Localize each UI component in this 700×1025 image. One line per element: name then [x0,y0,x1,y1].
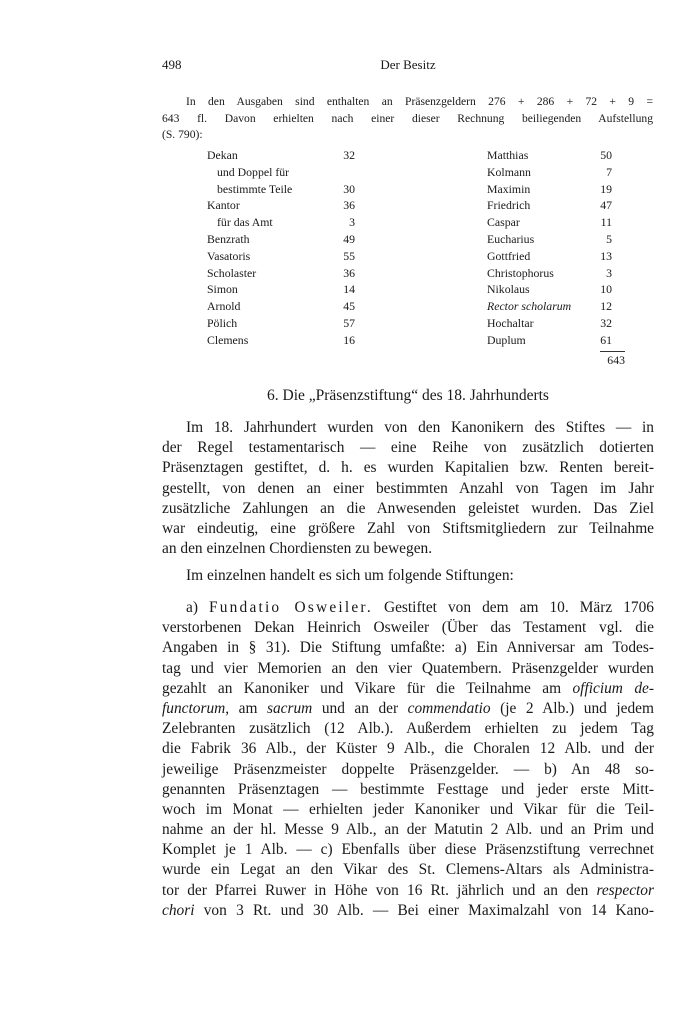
recipient-name: Clemens [207,332,249,347]
text-line: gestellt, von denen an einer bestimmten Anzahl von Tagen im Jahr [162,479,654,497]
text-run: gezahlt an Kanoniker und Vikare für die Teilnahme am [162,679,573,697]
intro-line: 643 fl. Davon erhielten nach einer dieser Rechnung beiliegenden Aufstellung [162,111,653,125]
intro-line: (S. 790): [162,128,203,141]
foundation-name: Fundatio Osweiler. [209,599,373,616]
recipient-name: Maximin [487,181,531,196]
latin-term: respector [596,881,654,899]
table-row [207,281,357,298]
distribution-table-right [487,147,627,349]
distribution-table-left [207,147,357,349]
text-line: tag und vier Memorien an den vier Quatembern. Präsenzgelder wurden [162,659,654,677]
page-number: 498 [162,57,182,72]
table-row [487,281,627,298]
table-row [487,332,627,349]
text-line [162,699,654,719]
table-row [207,214,357,231]
recipient-amount: 5 [606,231,612,246]
recipient-amount: 12 [600,299,612,314]
recipient-name: Matthias [487,148,529,162]
recipient-name: Hochaltar [487,315,534,330]
recipient-amount: 55 [343,248,355,263]
table-row [487,298,627,315]
recipient-amount: 50 [600,148,612,162]
recipient-name: Arnold [207,299,241,314]
text-line: woch im Monat — erhielten jeder Kanoniker und Vikar für die Teil- [162,800,654,818]
paragraph-3 [162,598,654,921]
latin-term: sacrum [266,699,313,717]
recipient-amount: 36 [343,198,355,213]
recipient-name: Caspar [487,215,520,230]
text-line: Angaben in § 31). Die Stiftung umfaßte: a) Ein Anniversar am Todes- [162,639,654,657]
paragraph-2 [162,566,654,586]
recipient-amount: 61 [600,332,612,347]
latin-term: officium de- [572,679,654,697]
recipient-name: Rector scholarum [487,299,572,314]
text-line: Komplet je 1 Alb. — c) Ebenfalls über diese Präsenzstiftung verrechnet [162,841,654,859]
table-row [207,332,357,349]
table-row [207,231,357,248]
table-row [207,147,357,164]
table-row [207,197,357,214]
paragraph-1 [162,418,654,559]
intro-line: In den Ausgaben sind enthalten an Präsenzgeldern 276 + 286 + 72 + 9 = [186,95,653,108]
recipient-name: und Doppel für [217,164,290,179]
table-row [207,265,357,282]
recipient-amount: 47 [600,198,612,213]
text-run: und an der [312,699,408,717]
table-row [487,248,627,265]
recipient-amount: 10 [600,282,612,297]
table-row [487,181,627,198]
recipient-name: Kantor [207,198,240,213]
text-run: a) [186,599,209,616]
latin-term: functorum [162,699,226,717]
table-row [487,164,627,181]
recipient-amount: 16 [343,332,355,347]
sum-rule [600,351,625,352]
recipient-amount: 49 [343,231,355,246]
recipient-name: Kolmann [487,164,531,179]
text-run: von 3 Rt. und 30 Alb. — Bei einer Maximalzahl von 14 Kano- [194,901,654,919]
recipient-name: Eucharius [487,231,535,246]
text-line [162,901,654,921]
recipient-name: für das Amt [217,215,273,230]
recipient-name: Gottfried [487,248,531,263]
text-line: Präsenztagen gestiftet, d. h. es wurden Kapitalien bzw. Renten bereit- [162,459,654,477]
text-line: wurde ein Legat an den Vikar des St. Clemens-Altars als Administra- [162,861,654,879]
recipient-amount: 14 [343,282,355,297]
table-row [207,164,357,181]
recipient-name: Friedrich [487,198,531,213]
recipient-amount: 32 [343,148,355,162]
text-run: , am [225,699,267,717]
latin-term: commendatio [407,699,491,717]
recipient-amount: 32 [600,315,612,330]
text-line [162,679,654,699]
text-line: nahme an der hl. Messe 9 Alb., an der Matutin 2 Alb. und an Prim und [162,821,654,839]
table-row [207,315,357,332]
text-line: genannten Präsenztagen — bestimmte Festtage und jeder erste Mitt- [162,780,654,798]
sum-total: 643 [607,353,625,367]
recipient-name: Christophorus [487,265,554,280]
recipient-amount: 57 [343,315,355,330]
text-line: Im einzelnen handelt es sich um folgende Stiftungen: [186,567,514,584]
table-row [487,197,627,214]
text-line: zusätzliche Zahlungen an die Anwesenden geleistet wurden. Das Ziel [162,499,654,517]
text-line [162,598,654,618]
text-line: verstorbenen Dekan Heinrich Osweiler (Über das Testament vgl. die [162,619,654,637]
text-line: die Fabrik 36 Alb., der Küster 9 Alb., die Choralen 12 Alb. und der [162,740,654,758]
text-line: Im 18. Jahrhundert wurden von den Kanonikern des Stiftes — in [186,419,654,436]
text-line [162,881,654,901]
recipient-amount: 13 [600,248,612,263]
intro-paragraph [162,94,653,144]
running-title: Der Besitz [380,57,436,72]
table-row [207,181,357,198]
table-row [487,231,627,248]
text-run: tor der Pfarrei Ruwer in Höhe von 16 Rt. jährlich und an den [162,881,597,899]
text-run: (je 2 Alb.) und jedem [490,699,654,717]
table-row [487,315,627,332]
recipient-name: Simon [207,282,238,297]
recipient-amount: 3 [606,265,612,280]
text-line: jeweilige Präsenzmeister doppelte Präsenzgelder. — b) An 48 so- [162,760,654,778]
recipient-name: Pölich [207,315,238,330]
text-run: Gestiftet von dem am 10. März 1706 [372,599,655,616]
text-line: an den einzelnen Chordiensten zu bewegen. [162,540,433,558]
section-title: 6. Die „Präsenzstiftung“ des 18. Jahrhunderts [267,387,549,404]
recipient-name: Scholaster [207,265,257,280]
table-row [207,298,357,315]
recipient-name: Nikolaus [487,282,530,297]
recipient-amount: 30 [343,181,355,196]
table-row [487,265,627,282]
recipient-amount: 45 [343,299,355,314]
recipient-amount: 7 [606,164,612,179]
text-line: Zelebranten zusätzlich (12 Alb.). Außerdem erhielten zu jedem Tag [162,720,654,738]
recipient-amount: 11 [600,215,612,230]
recipient-name: Duplum [487,332,526,347]
table-row [487,214,627,231]
table-row [207,248,357,265]
text-line: war eindeutig, eine größere Zahl von Stiftsmitgliedern zur Teilnahme [162,519,654,537]
recipient-name: Vasatoris [207,248,251,263]
recipient-name: bestimmte Teile [217,181,293,196]
recipient-amount: 3 [349,215,355,230]
recipient-amount: 36 [343,265,355,280]
recipient-amount: 19 [600,181,612,196]
recipient-name: Benzrath [207,231,250,246]
text-line: der Regel testamentarisch — eine Reihe von zusätzlich dotierten [162,439,654,457]
recipient-name: Dekan [207,148,238,162]
running-head [162,57,654,77]
table-row [487,147,627,164]
latin-term: chori [162,901,195,919]
